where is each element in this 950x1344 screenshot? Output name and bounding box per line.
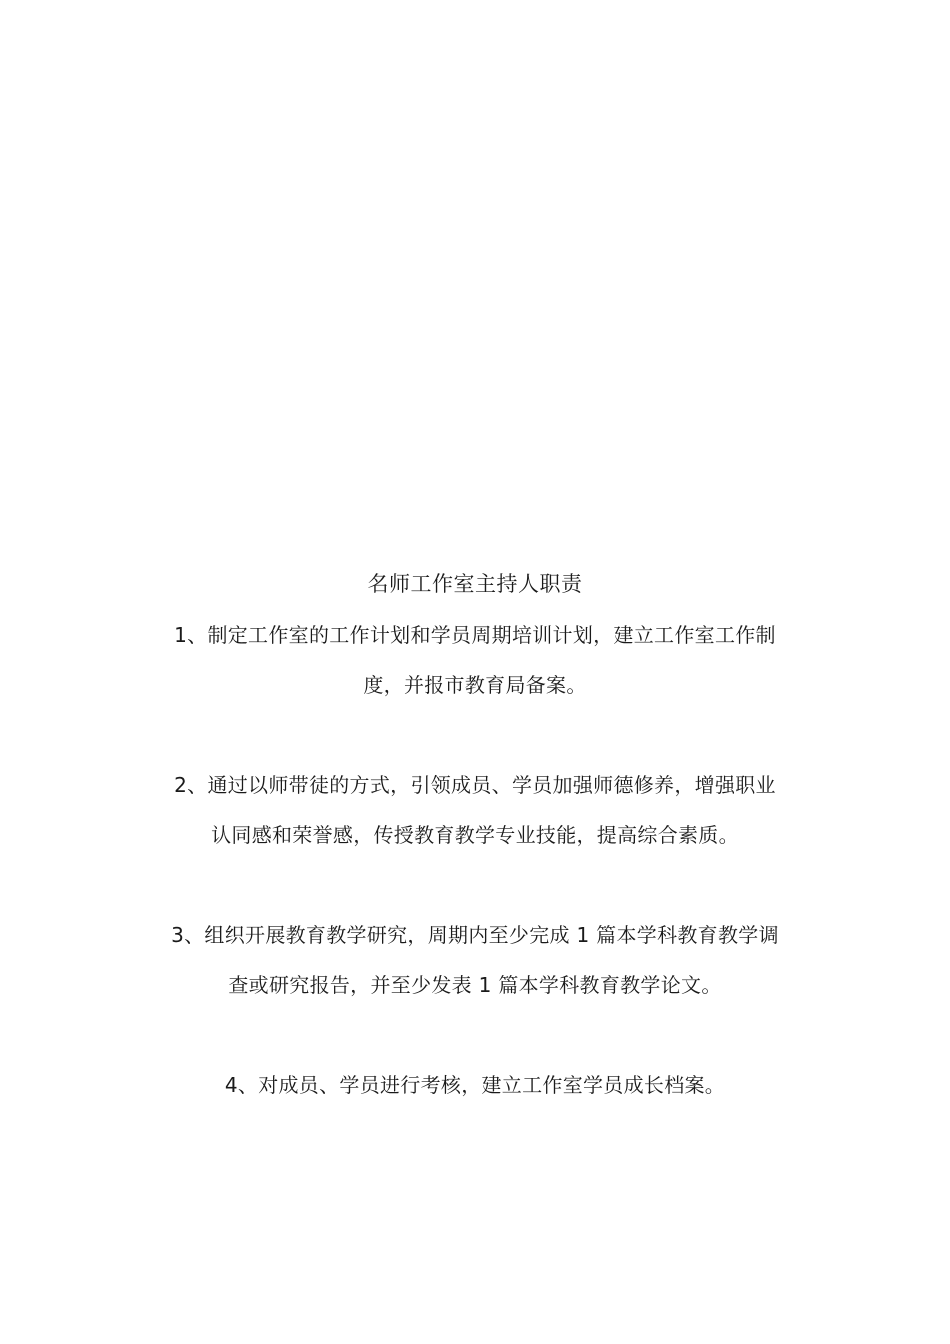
- duty-item-3: [140, 910, 810, 1010]
- duty-item-4-line-1: 4、对成员、学员进行考核，建立工作室学员成长档案。: [224, 1073, 726, 1097]
- duty-item-2-line-2: 认同感和荣誉感，传授教育教学专业技能，提高综合素质。: [211, 823, 739, 847]
- duty-item-1-line-2: 度，并报市教育局备案。: [363, 673, 587, 697]
- document-title: 名师工作室主持人职责: [367, 572, 583, 596]
- duty-item-3-line-2: 查或研究报告，并至少发表 1 篇本学科教育教学论文。: [228, 973, 722, 997]
- duty-item-2-line-1: 2、通过以师带徒的方式，引领成员、学员加强师德修养，增强职业: [174, 773, 776, 797]
- document-body: [140, 566, 810, 1110]
- duty-item-1-line-1: 1、制定工作室的工作计划和学员周期培训计划，建立工作室工作制: [174, 623, 776, 647]
- duty-item-4: [140, 1060, 810, 1110]
- duty-item-1: [140, 610, 810, 710]
- duty-item-3-line-1: 3、组织开展教育教学研究，周期内至少完成 1 篇本学科教育教学调: [171, 923, 779, 947]
- duty-item-2: [140, 760, 810, 860]
